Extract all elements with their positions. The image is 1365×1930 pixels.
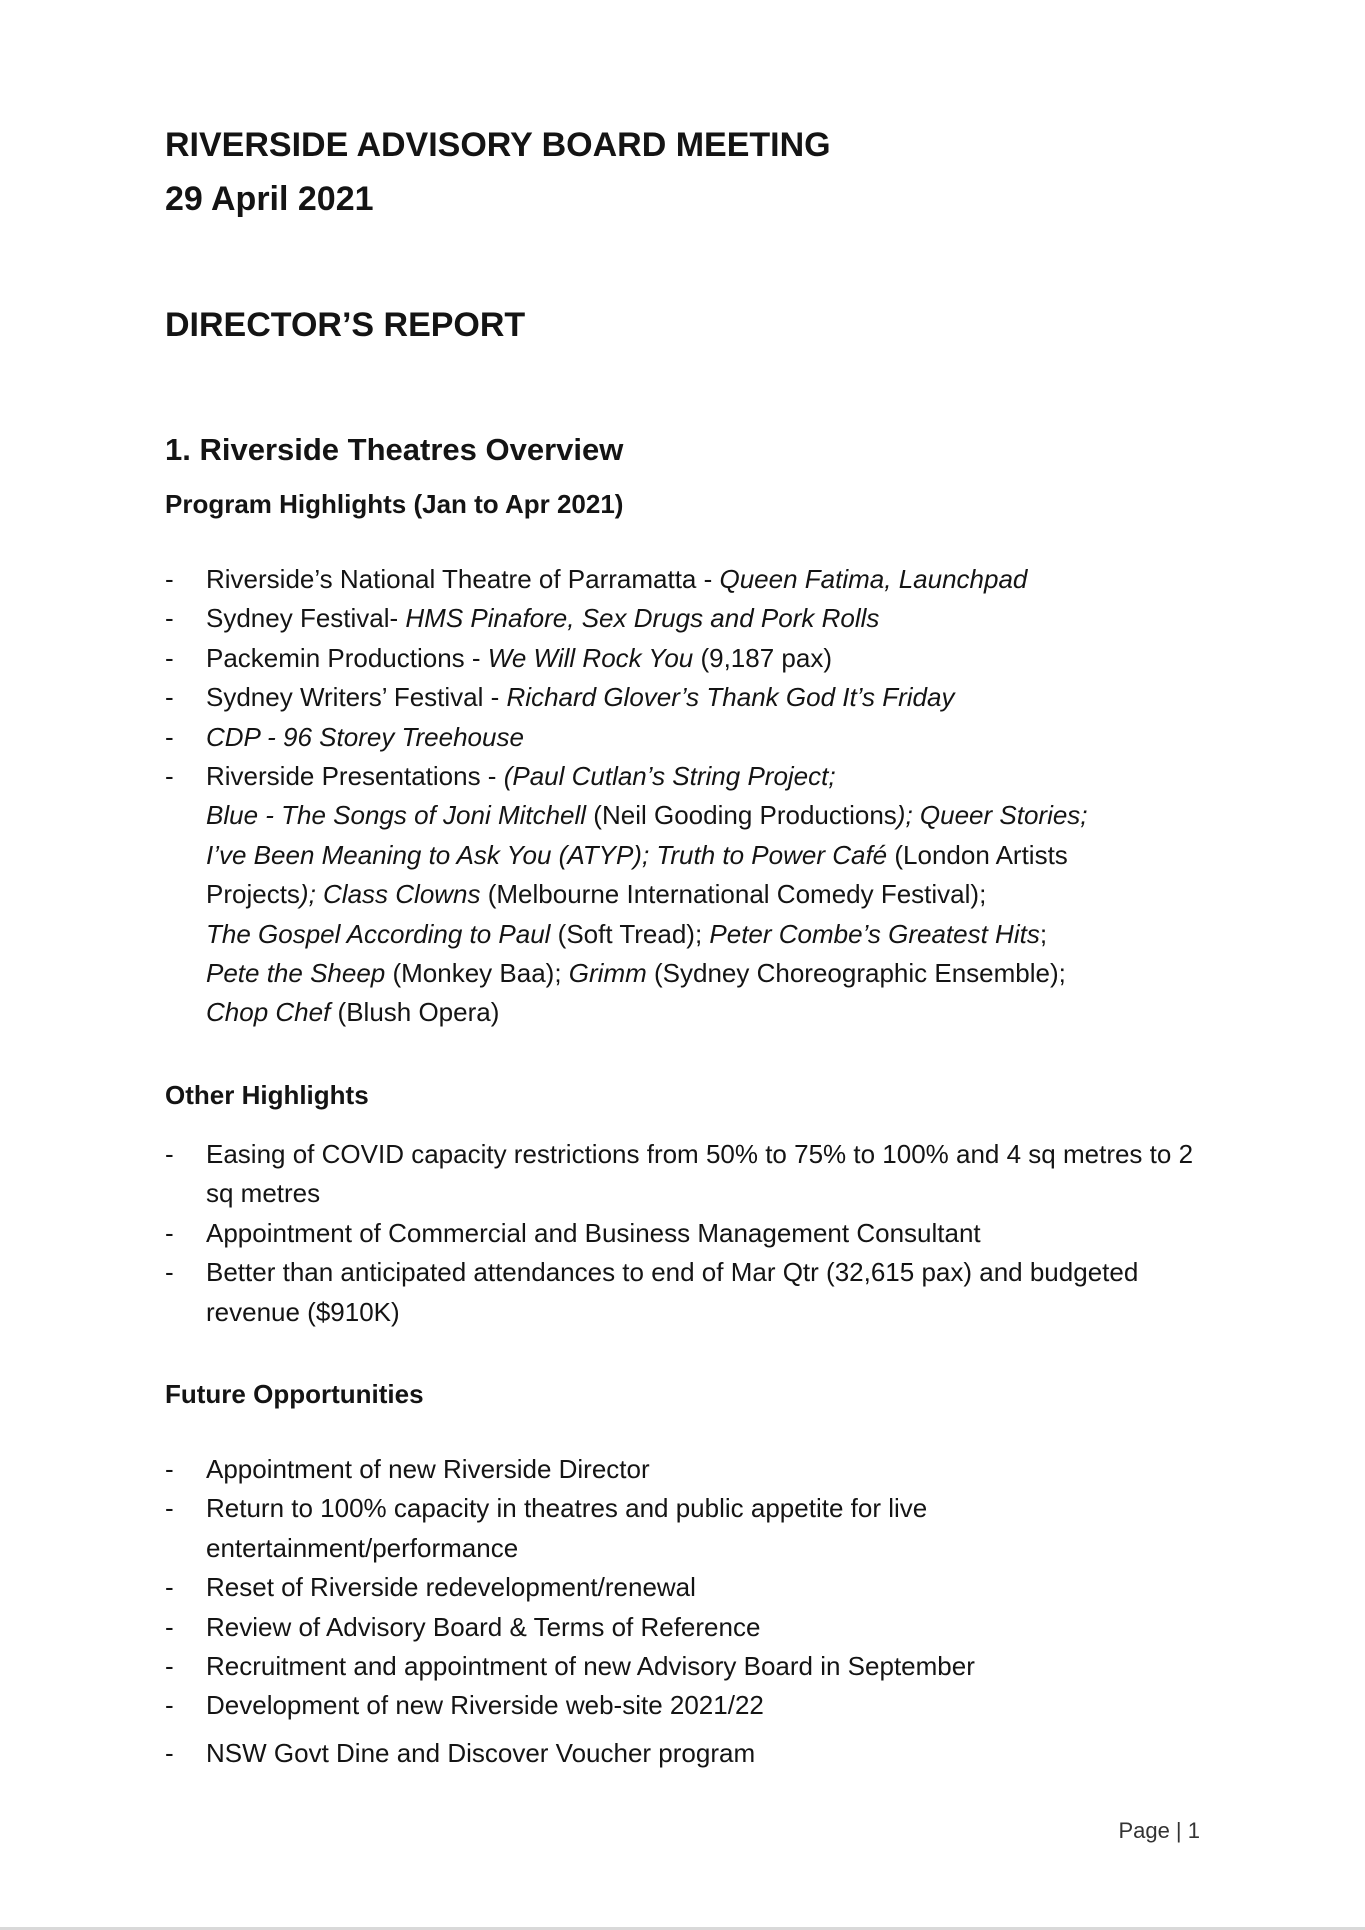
italic-title-text: Grimm xyxy=(568,958,647,989)
item-text: (London Artists xyxy=(887,839,1068,870)
item-text: Riverside’s National Theatre of Parramatta - xyxy=(206,564,720,594)
italic-title-text: Queen Fatima, Launchpad xyxy=(719,564,1028,594)
italic-title-text: Richard Glover’s Thank God It’s Friday xyxy=(506,682,955,713)
italic-title-text: We Will Rock You xyxy=(487,642,694,673)
item-text: (Sydney Choreographic Ensemble); xyxy=(646,958,1066,989)
report-title: DIRECTOR’S REPORT xyxy=(165,306,526,344)
italic-title-text: CDP - 96 Storey Treehouse xyxy=(206,721,524,752)
italic-title-text: Blue - The Songs of Joni Mitchell xyxy=(206,800,587,831)
italic-title-text: ); Queer Stories; xyxy=(896,800,1088,831)
item-text: Packemin Productions - xyxy=(206,642,488,673)
other-highlight-item: - Better than anticipated attendances to end of Mar Qtr (32,615 pax) and budgeted revenue ($910K) xyxy=(165,1253,1205,1332)
future-opportunity-item: - Appointment of new Riverside Director xyxy=(165,1450,1205,1489)
italic-title-text: (Paul Cutlan’s String Project; xyxy=(503,761,836,792)
program-highlights-heading: Program Highlights (Jan to Apr 2021) xyxy=(165,489,624,519)
other-highlight-item: - Appointment of Commercial and Business Management Consultant xyxy=(165,1214,1205,1253)
item-text: (Blush Opera) xyxy=(330,997,500,1028)
program-highlight-item xyxy=(165,639,1205,678)
future-opportunity-item: - NSW Govt Dine and Discover Voucher program xyxy=(165,1734,1205,1773)
italic-title-text: Chop Chef xyxy=(206,997,331,1028)
italic-title-text: HMS Pinafore, Sex Drugs and Pork Rolls xyxy=(405,603,880,634)
italic-title-text: Pete the Sheep xyxy=(206,958,386,989)
program-highlight-item xyxy=(165,599,1205,638)
item-text: (Neil Gooding Productions xyxy=(586,800,897,831)
future-opportunity-item: - Recruitment and appointment of new Advisory Board in September xyxy=(165,1647,1205,1686)
other-highlight-item: - Easing of COVID capacity restrictions from 50% to 75% to 100% and 4 sq metres to 2 sq metres xyxy=(165,1135,1205,1214)
item-text: Projects xyxy=(206,879,300,910)
other-highlights-heading: Other Highlights xyxy=(165,1079,369,1110)
future-opportunity-item: - Return to 100% capacity in theatres and public appetite for live entertainment/performance xyxy=(165,1489,1205,1568)
program-highlight-item xyxy=(165,560,1205,599)
future-opportunity-item: - Review of Advisory Board & Terms of Reference xyxy=(165,1608,1205,1647)
item-text: (Monkey Baa); xyxy=(385,958,569,989)
italic-title-text: ); Class Clowns xyxy=(299,879,481,910)
future-opportunities-heading: Future Opportunities xyxy=(165,1378,424,1409)
italic-title-text: Peter Combe’s Greatest Hits xyxy=(709,918,1040,949)
meeting-title: RIVERSIDE ADVISORY BOARD MEETING xyxy=(165,126,831,164)
item-text: (Melbourne International Comedy Festival); xyxy=(480,879,987,910)
meeting-date: 29 April 2021 xyxy=(165,180,374,218)
italic-title-text: The Gospel According to Paul xyxy=(206,918,551,949)
item-text: Sydney Writers’ Festival - xyxy=(206,682,507,713)
item-text: (Soft Tread); xyxy=(550,918,710,949)
item-text: Riverside Presentations - xyxy=(206,761,504,792)
program-highlight-item xyxy=(165,678,1205,717)
item-text: (9,187 pax) xyxy=(693,642,832,673)
italic-title-text: I’ve Been Meaning to Ask You (ATYP); Truth to Power Café xyxy=(206,839,888,870)
program-highlights-list xyxy=(165,560,1205,1033)
section-title: 1. Riverside Theatres Overview xyxy=(165,432,624,467)
program-highlight-item xyxy=(165,757,1205,1033)
other-highlights-list xyxy=(165,1135,1205,1332)
page-number: Page | 1 xyxy=(1118,1818,1200,1843)
future-opportunities-list xyxy=(165,1450,1205,1773)
document-content xyxy=(165,118,1205,1773)
program-highlight-item xyxy=(165,718,1205,757)
future-opportunity-item: - Reset of Riverside redevelopment/renewal xyxy=(165,1568,1205,1607)
item-text: Sydney Festival- xyxy=(206,603,406,634)
future-opportunity-item: - Development of new Riverside web-site 2021/22 xyxy=(165,1686,1205,1725)
item-text: ; xyxy=(1039,918,1048,949)
